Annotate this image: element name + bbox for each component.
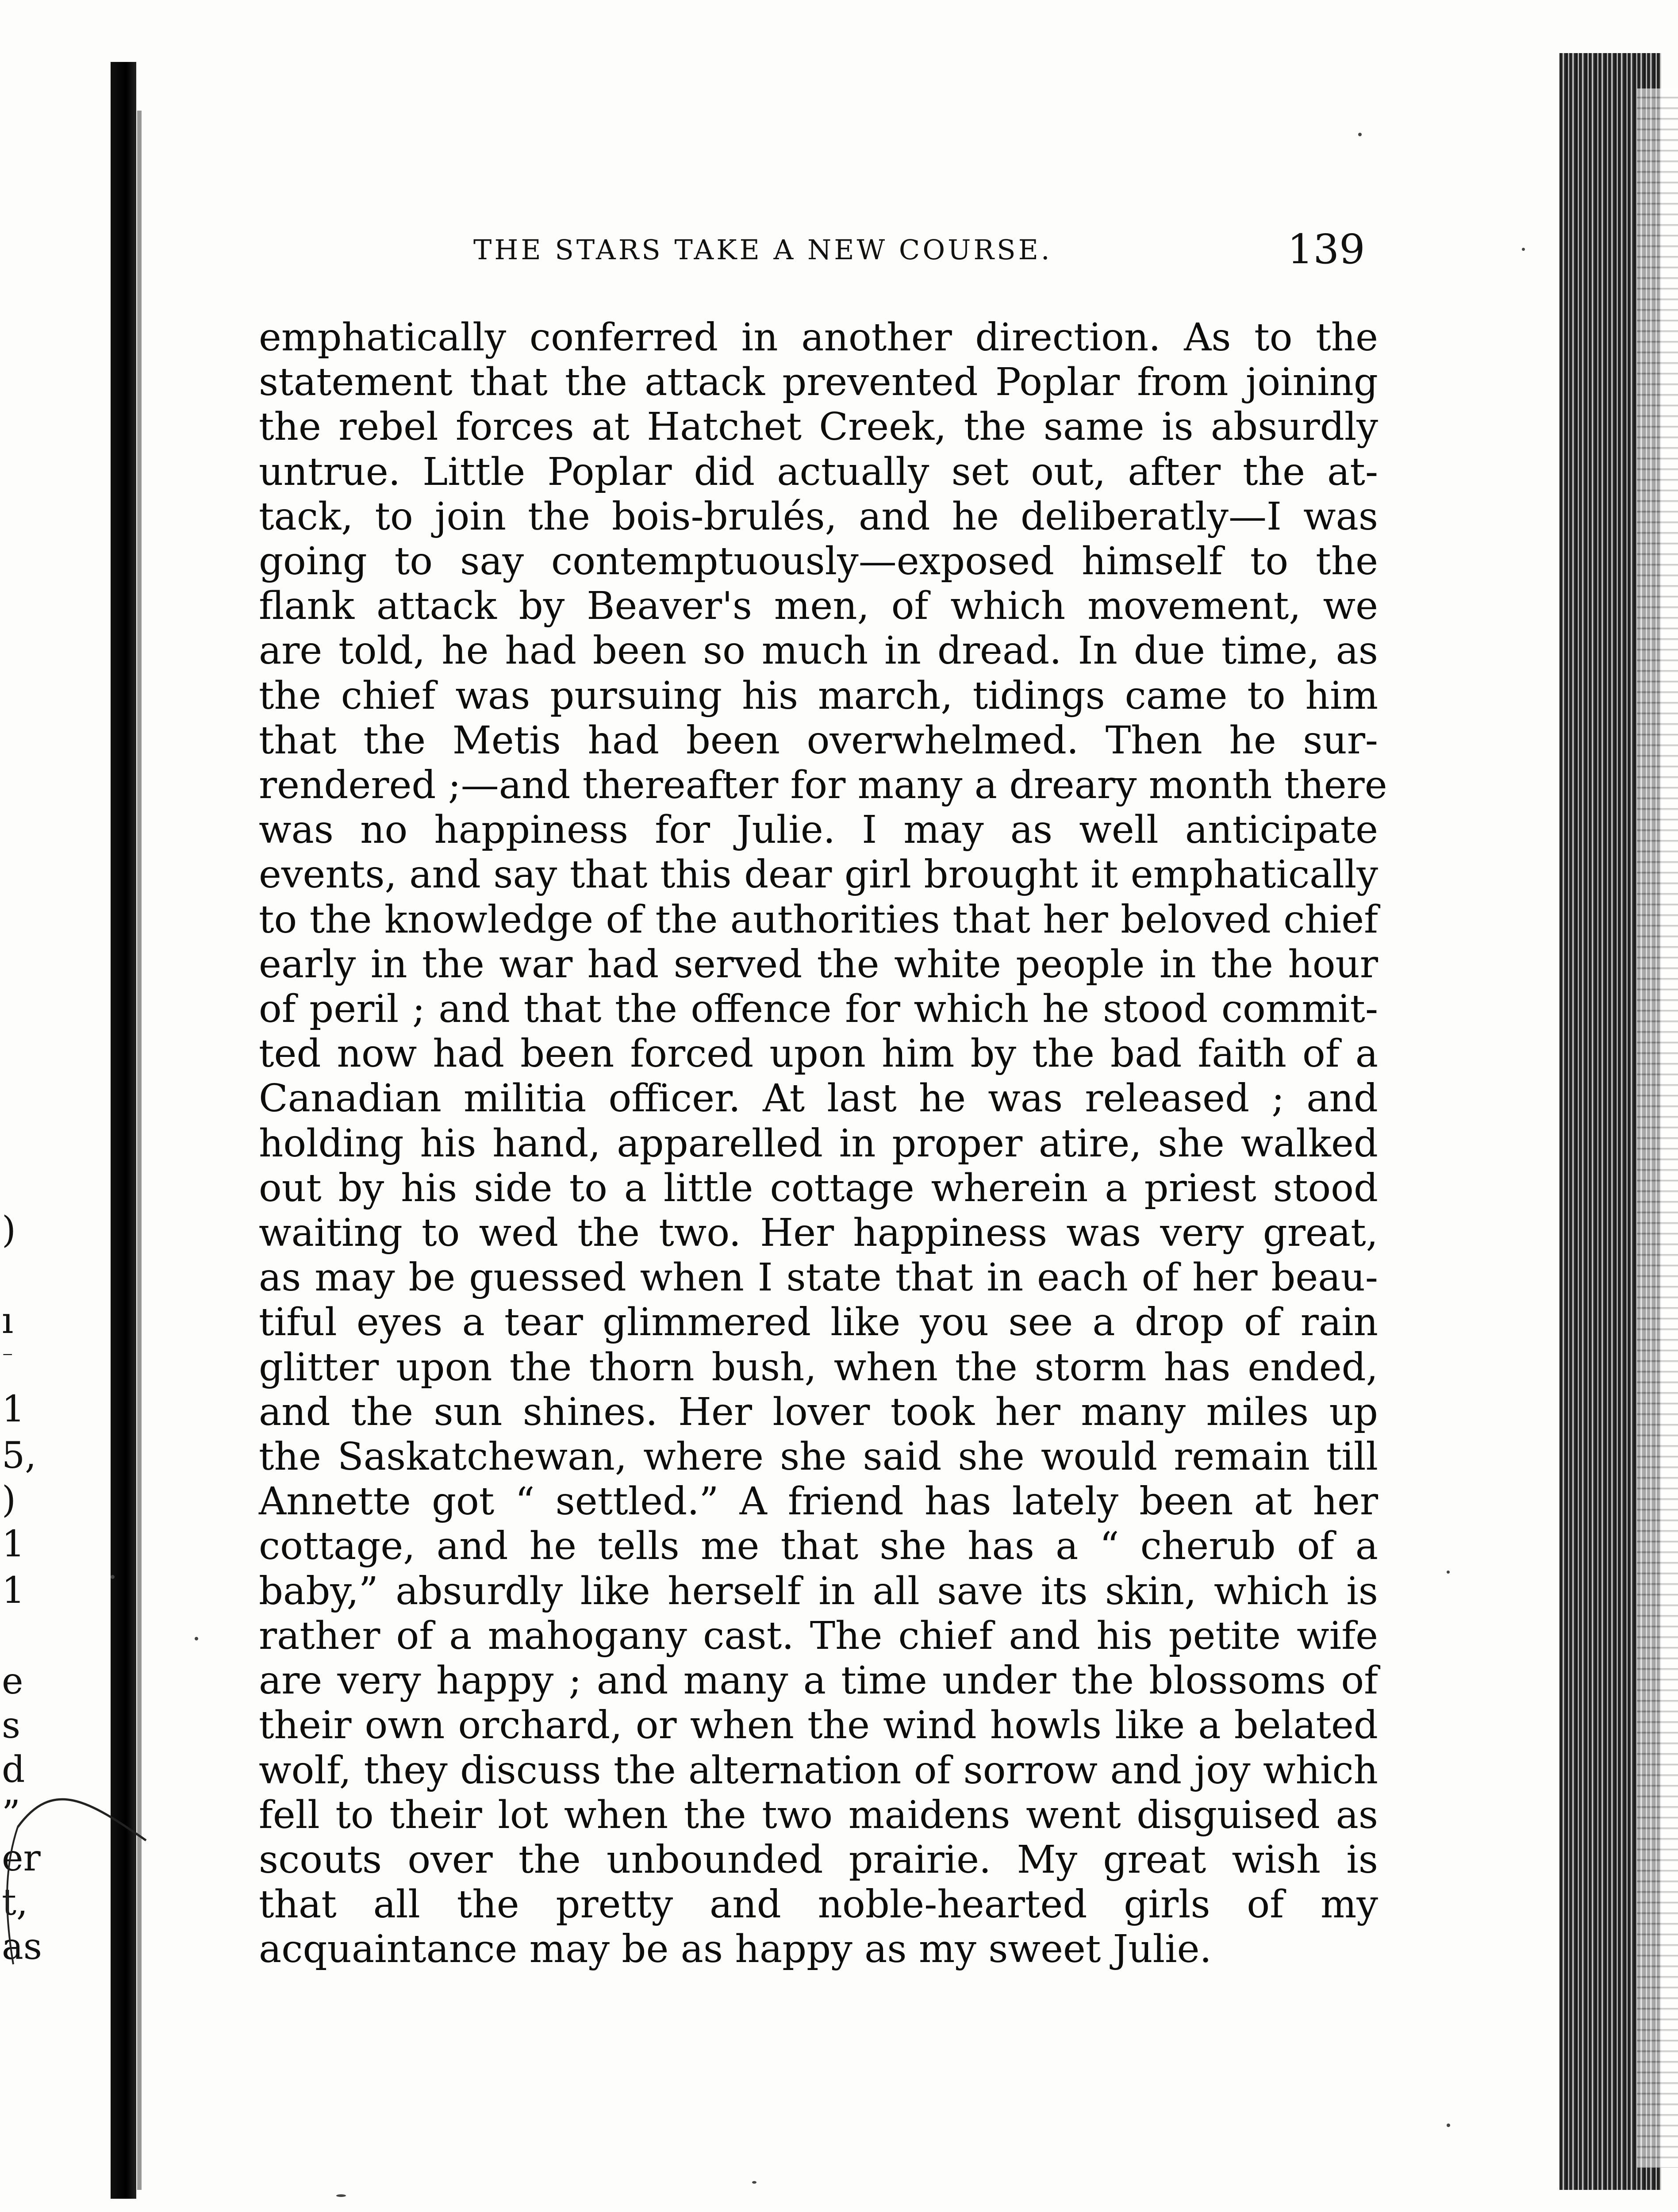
page-number: 139: [1287, 226, 1365, 273]
text-line: was no happiness for Julie. I may as well anticipate: [259, 808, 1378, 853]
text-line: acquaintance may be as happy as my sweet Julie.: [259, 1927, 1212, 1972]
text-line: their own orchard, or when the wind howls like a belated: [259, 1703, 1378, 1748]
text-line: rather of a mahogany cast. The chief and his petite wife: [259, 1613, 1378, 1658]
text-line: scouts over the unbounded prairie. My great wish is: [259, 1837, 1378, 1882]
margin-fragment: e: [2, 1660, 23, 1702]
text-line: flank attack by Beaver's men, of which movement, we: [259, 584, 1378, 629]
margin-fragment: er: [2, 1837, 41, 1879]
text-line: tack, to join the bois-brulés, and he deliberatly—I was: [259, 494, 1378, 539]
margin-fragment: d: [2, 1749, 25, 1791]
text-line: of peril ; and that the offence for which he stood commit-: [259, 987, 1378, 1032]
margin-fragment: ): [2, 1209, 16, 1251]
pencil-mark-icon: [0, 1725, 159, 1991]
margin-fragment: ”: [2, 1793, 20, 1835]
text-line: are very happy ; and many a time under the blossoms of: [259, 1659, 1378, 1703]
text-line: rendered ;—and thereafter for many a dreary month there: [259, 763, 1387, 808]
text-line: ted now had been forced upon him by the bad faith of a: [259, 1032, 1378, 1076]
text-line: early in the war had served the white people in the hour: [259, 942, 1378, 987]
text-line: fell to their lot when the two maidens went disguised as: [259, 1793, 1378, 1837]
text-line: the chief was pursuing his march, tidings came to him: [259, 673, 1378, 718]
margin-fragment: ı: [2, 1300, 14, 1342]
text-line: holding his hand, apparelled in proper atire, she walked: [259, 1121, 1378, 1166]
margin-fragment: t,: [2, 1882, 28, 1924]
text-line: that all the pretty and noble-hearted girls of my: [259, 1882, 1378, 1927]
right-binding-speckle: [1637, 88, 1678, 2168]
text-line: glitter upon the thorn bush, when the storm has ended,: [259, 1345, 1378, 1390]
margin-fragment: ⁻: [2, 1345, 14, 1371]
text-line: wolf, they discuss the alternation of sorrow and joy which: [259, 1748, 1378, 1793]
margin-fragment: 5,: [2, 1435, 37, 1477]
text-line: to the knowledge of the authorities that her beloved chief: [259, 897, 1378, 942]
text-line: Annette got “ settled.” A friend has lately been at her: [259, 1479, 1378, 1524]
text-line: untrue. Little Poplar did actually set out, after the at-: [259, 449, 1378, 494]
scan-speck: [1447, 1571, 1450, 1574]
margin-fragment: 1: [2, 1388, 25, 1430]
text-line: events, and say that this dear girl brought it emphatically: [259, 853, 1378, 897]
text-line: the rebel forces at Hatchet Creek, the same is absurdly: [259, 405, 1378, 449]
running-head: THE STARS TAKE A NEW COURSE.: [473, 234, 1052, 266]
scan-speck: [195, 1637, 198, 1640]
text-line: the Saskatchewan, where she said she would remain till: [259, 1435, 1378, 1479]
scan-speck: [1358, 133, 1362, 136]
margin-fragment: as: [2, 1926, 42, 1968]
text-line: waiting to wed the two. Her happiness was very great,: [259, 1211, 1378, 1256]
text-line: statement that the attack prevented Poplar from joining: [259, 360, 1378, 405]
body-paragraph: [259, 315, 1387, 1972]
scan-speck: [336, 2194, 346, 2197]
text-line: as may be guessed when I state that in each of her beau-: [259, 1256, 1378, 1300]
text-line: cottage, and he tells me that she has a “ cherub of a: [259, 1524, 1378, 1569]
scan-speck: [1522, 248, 1525, 251]
margin-fragment: 1: [2, 1570, 25, 1612]
scan-speck: [1447, 2124, 1450, 2127]
margin-fragment: 1: [2, 1523, 25, 1565]
text-line: and the sun shines. Her lover took her many miles up: [259, 1390, 1378, 1434]
margin-fragment: s: [2, 1705, 21, 1747]
margin-fragment: ): [2, 1479, 16, 1521]
text-line: emphatically conferred in another direction. As to the: [259, 315, 1378, 360]
text-line: out by his side to a little cottage wherein a priest stood: [259, 1166, 1378, 1210]
text-line: that the Metis had been overwhelmed. Then he sur-: [259, 718, 1378, 763]
scan-speck: [111, 1575, 115, 1579]
text-line: baby,” absurdly like herself in all save its skin, which is: [259, 1569, 1378, 1613]
scan-speck: [752, 2181, 756, 2184]
text-line: are told, he had been so much in dread. In due time, as: [259, 629, 1378, 673]
text-line: tiful eyes a tear glimmered like you see a drop of rain: [259, 1300, 1378, 1345]
text-line: going to say contemptuously—exposed himself to the: [259, 539, 1378, 584]
text-line: Canadian militia officer. At last he was released ; and: [259, 1076, 1378, 1121]
